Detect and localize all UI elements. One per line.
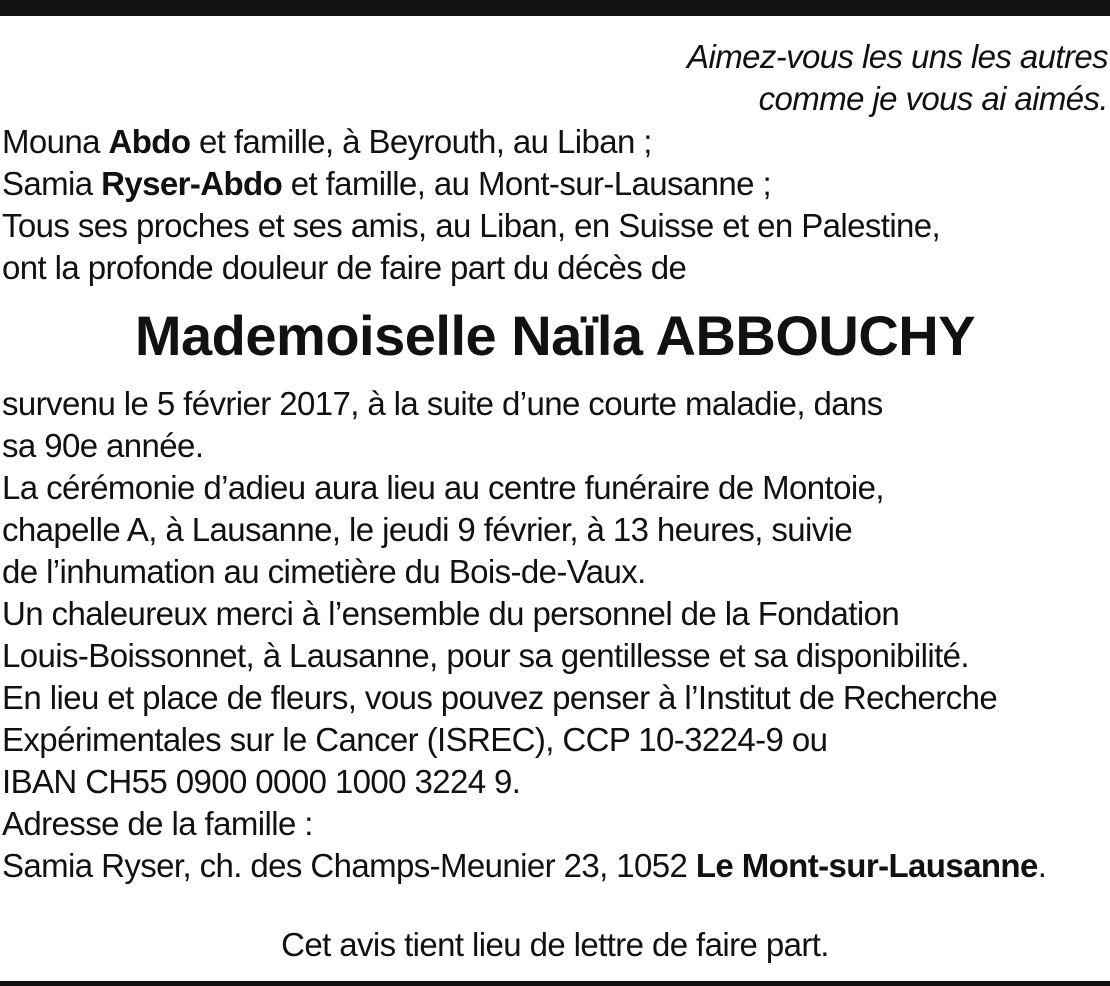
details-line-11: Adresse de la famille : xyxy=(2,805,313,842)
address-street: Samia Ryser, ch. des Champs-Meunier 23, 1052 xyxy=(2,847,696,884)
mourner-line-1 xyxy=(2,121,940,163)
details-line-2: sa 90e année. xyxy=(2,427,204,464)
mourner-2-firstname: Samia xyxy=(2,165,102,202)
mourner-line-3: Tous ses proches et ses amis, au Liban, en Suisse et en Palestine, xyxy=(2,207,941,244)
epigraph-line-2: comme je vous ai aimés. xyxy=(758,80,1108,117)
mourner-line-2 xyxy=(2,163,940,205)
details-line-6: Un chaleureux merci à l’ensemble du personnel de la Fondation xyxy=(2,595,900,632)
details-line-5: de l’inhumation au cimetière du Bois-de-Vaux. xyxy=(2,553,646,590)
details-line-3: La cérémonie d’adieu aura lieu au centre funéraire de Montoie, xyxy=(2,469,884,506)
mourners-list xyxy=(2,121,940,289)
mourner-1-firstname: Mouna xyxy=(2,123,109,160)
deceased-name-heading: Mademoiselle Naïla ABBOUCHY xyxy=(134,304,976,367)
footer-note: Cet avis tient lieu de lettre de faire part. xyxy=(281,926,829,963)
mourner-2-surname: Ryser-Abdo xyxy=(101,165,283,202)
details-line-10: IBAN CH55 0900 0000 1000 3224 9. xyxy=(2,763,521,800)
mourner-1-detail: et famille, à Beyrouth, au Liban ; xyxy=(190,123,652,160)
mourner-1-surname: Abdo xyxy=(108,123,191,160)
details-line-4: chapelle A, à Lausanne, le jeudi 9 février, à 13 heures, suivie xyxy=(2,511,853,548)
notice-details xyxy=(2,383,1046,887)
announcement-line: ont la profonde douleur de faire part du décès de xyxy=(2,249,687,286)
address-end: . xyxy=(1037,847,1047,884)
details-line-9: Expérimentales sur le Cancer (ISREC), CCP 10-3224-9 ou xyxy=(2,721,828,758)
epigraph-line-1: Aimez-vous les uns les autres xyxy=(687,38,1108,75)
family-address-line xyxy=(2,845,1046,887)
address-locality: Le Mont-sur-Lausanne xyxy=(695,847,1038,884)
details-line-8: En lieu et place de fleurs, vous pouvez penser à l’Institut de Recherche xyxy=(2,679,998,716)
details-line-1: survenu le 5 février 2017, à la suite d’une courte maladie, dans xyxy=(2,385,883,422)
mourner-2-detail: et famille, au Mont-sur-Lausanne ; xyxy=(282,165,772,202)
bottom-border-rule xyxy=(0,981,1110,986)
details-line-7: Louis-Boissonnet, à Lausanne, pour sa gentillesse et sa disponibilité. xyxy=(2,637,969,674)
epigraph-quote xyxy=(687,36,1108,120)
